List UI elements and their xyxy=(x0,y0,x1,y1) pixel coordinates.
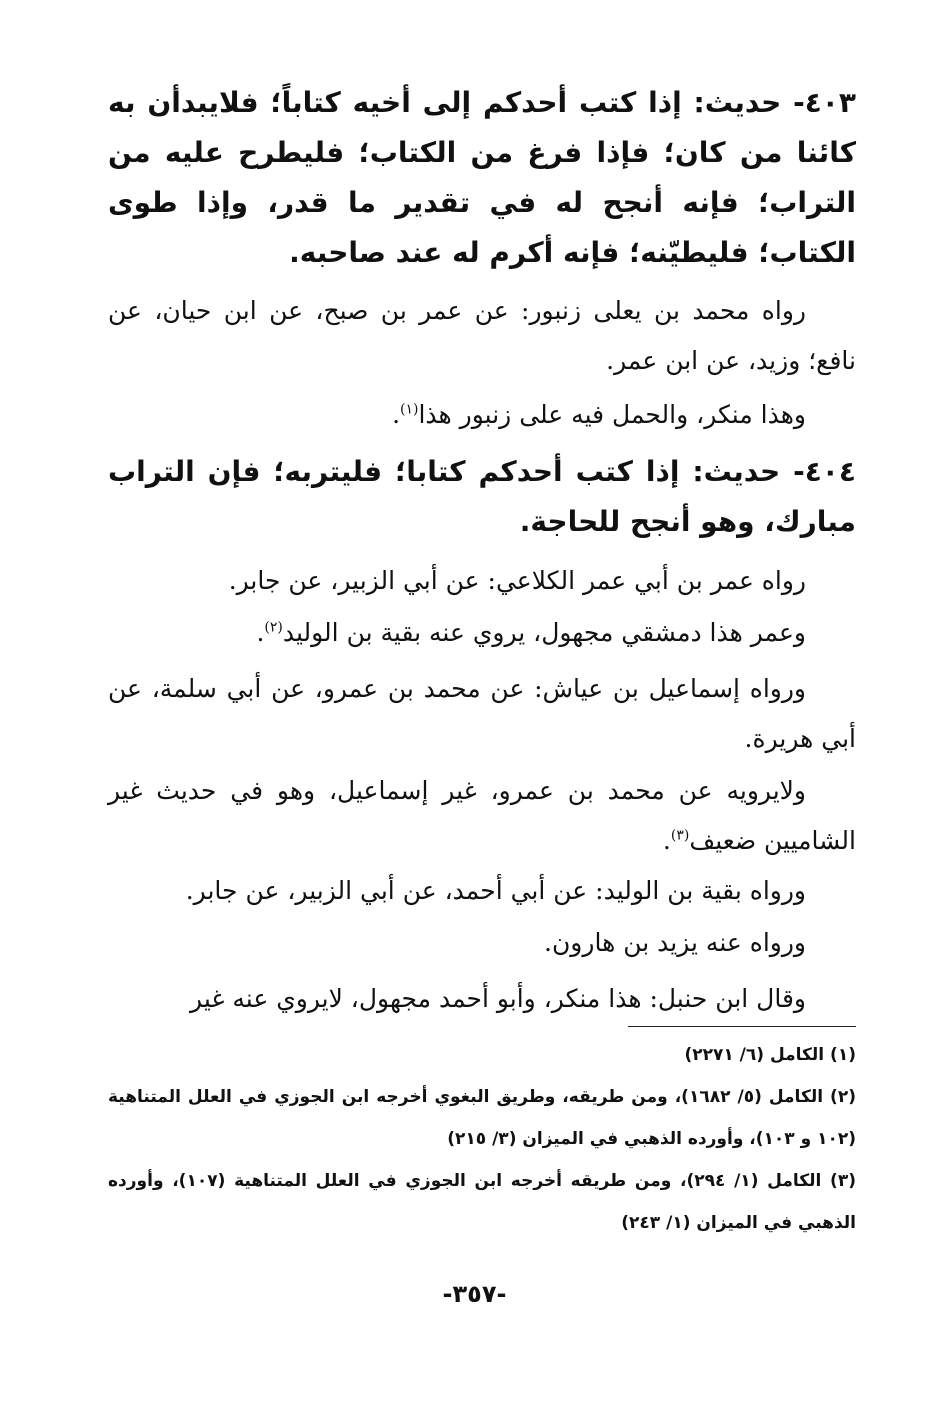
footnote-1: (١) الكامل (٦/ ٢٢٧١) xyxy=(684,1045,856,1065)
footnote-marker[interactable]: (٣) xyxy=(670,827,690,844)
commentary-paragraph xyxy=(108,390,856,440)
hadith-403-text: ٤٠٣- حديث: إذا كتب أحدكم إلى أخيه كتاباً؛ فلايبدأن به كائنا من كان؛ فإذا فرغ من الكتاب؛ فليطرح عليه من التراب؛ فإنه أنجح له في تقدير ما قدر، وإذا طوى الكتاب؛ فليطيّنه؛ فإنه أكرم له عند صاحبه. xyxy=(108,86,856,269)
hadith-404 xyxy=(108,447,856,547)
footnote-3: (٣) الكامل (١/ ٢٩٤)، ومن طريقه أخرجه ابن الجوزي في العلل المتناهية (١٠٧)، وأورده الذهبي في الميزان (١/ ٢٤٣) xyxy=(108,1171,856,1233)
narration-paragraph xyxy=(108,556,856,606)
narration-paragraph xyxy=(108,866,856,916)
commentary-text: وعمر هذا دمشقي مجهول، يروي عنه بقية بن الوليد xyxy=(282,618,806,647)
narration-text: رواه عمر بن أبي عمر الكلاعي: عن أبي الزبير، عن جابر. xyxy=(228,566,806,595)
commentary-text: وهذا منكر، والحمل فيه على زنبور هذا xyxy=(418,400,806,429)
hadith-404-text: ٤٠٤- حديث: إذا كتب أحدكم كتابا؛ فليتربه؛ فإن التراب مبارك، وهو أنجح للحاجة. xyxy=(108,455,856,538)
sentence-end: . xyxy=(256,618,265,647)
hadith-403 xyxy=(108,78,856,278)
commentary-paragraph xyxy=(108,974,856,1024)
footnote-marker[interactable]: (١) xyxy=(400,401,419,418)
narration-text: ورواه عنه يزيد بن هارون. xyxy=(544,928,806,957)
commentary-paragraph xyxy=(108,608,856,658)
commentary-text: وقال ابن حنبل: هذا منكر، وأبو أحمد مجهول، لايروي عنه غير xyxy=(190,984,806,1013)
sentence-end: . xyxy=(662,826,671,855)
footnote-marker[interactable]: (٢) xyxy=(264,619,283,636)
narration-text: ورواه إسماعيل بن عياش: عن محمد بن عمرو، عن أبي سلمة، عن أبي هريرة. xyxy=(108,674,856,753)
page-number: -٣٥٧- xyxy=(442,1280,507,1308)
footnote-2: (٢) الكامل (٥/ ١٦٨٢)، ومن طريقه، وطريق البغوي أخرجه ابن الجوزي في العلل المتناهية (١٠٢ و ١٠٣)، وأورده الذهبي في الميزان (٣/ ٢١٥) xyxy=(108,1087,856,1149)
sentence-end: . xyxy=(392,400,401,429)
commentary-text: ولايرويه عن محمد بن عمرو، غير إسماعيل، وهو في حديث غير الشاميين ضعيف xyxy=(108,776,856,855)
footnote-divider xyxy=(628,1026,856,1027)
narration-paragraph xyxy=(108,918,856,968)
narration-text: ورواه بقية بن الوليد: عن أبي أحمد، عن أبي الزبير، عن جابر. xyxy=(185,876,806,905)
narration-paragraph xyxy=(108,286,856,386)
narration-text: رواه محمد بن يعلى زنبور: عن عمر بن صبح، عن ابن حيان، عن نافع؛ وزيد، عن ابن عمر. xyxy=(108,296,856,375)
narration-paragraph xyxy=(108,664,856,764)
commentary-paragraph xyxy=(108,766,856,866)
